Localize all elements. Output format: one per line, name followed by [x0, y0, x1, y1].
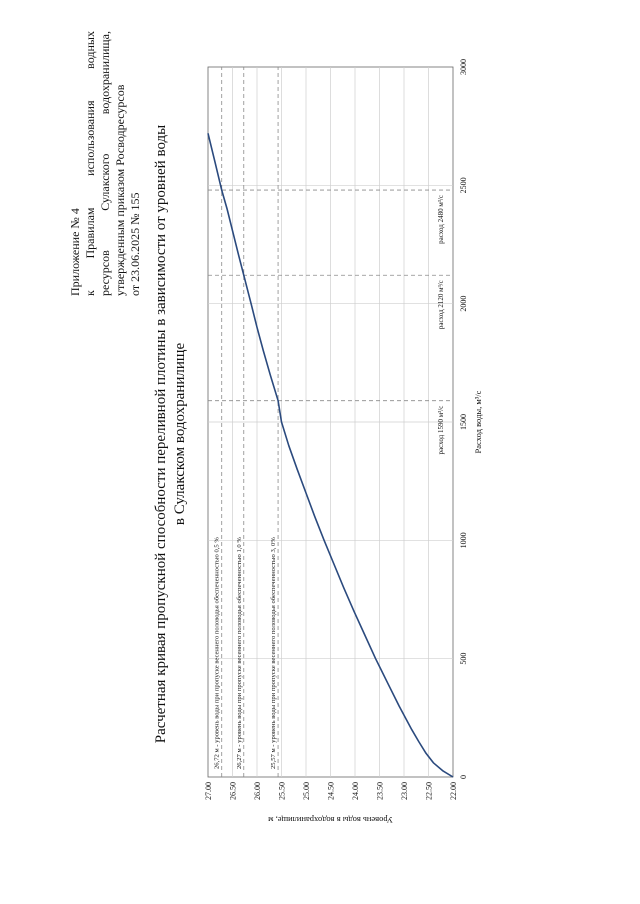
reference-level-label: 26,27 м - уровень воды при пропуске весеннего половодья обеспеченностью 1,0 %	[235, 537, 243, 769]
y-tick-label: 26.00	[253, 782, 262, 800]
reference-flow-label: расход 2480 м³/с	[437, 195, 445, 244]
y-tick-label: 25.50	[277, 782, 287, 800]
x-tick-label: 2000	[459, 295, 468, 312]
reference-level-label: 26,72 м - уровень воды при пропуске весеннего половодья обеспеченностью 0,5 %	[213, 537, 221, 769]
y-tick-label: 23.50	[375, 782, 385, 800]
x-tick-label: 3000	[459, 59, 468, 75]
approval-line: от 23.06.2025 № 155	[128, 192, 142, 296]
approval-line: ресурсов Сулакского водохранилища,	[98, 31, 112, 296]
y-tick-label: 23.00	[400, 782, 409, 800]
x-tick-label: 1500	[459, 414, 468, 430]
y-tick-label: 24.50	[326, 782, 336, 800]
y-tick-label: 27.00	[204, 782, 213, 800]
approval-line: к Правилам использования водных	[83, 31, 97, 296]
y-tick-label: 24.00	[351, 782, 360, 800]
reference-flow-label: расход 2120 м³/с	[437, 280, 445, 330]
approval-line: Приложение № 4	[68, 208, 82, 296]
approval-line: утвержденным приказом Росводресурсов	[113, 84, 127, 296]
y-tick-label: 22.50	[424, 782, 434, 800]
y-tick-label: 25.00	[302, 782, 311, 800]
chart-title-line: Расчетная кривая пропускной способности переливной плотины в зависимости от уровней воды	[153, 124, 169, 744]
x-tick-label: 0	[459, 775, 468, 779]
y-tick-label: 22.00	[449, 782, 458, 800]
x-tick-label: 500	[459, 652, 468, 665]
x-tick-label: 2500	[459, 177, 468, 194]
y-tick-label: 26.50	[228, 782, 238, 800]
y-axis-label: Уровень воды в водохранилище, м	[268, 815, 393, 825]
reference-flow-label: расход 1590 м³/с	[437, 405, 445, 455]
x-tick-label: 1000	[459, 532, 468, 549]
chart-title-line: в Сулакском водохранилище	[172, 342, 188, 526]
reference-level-label: 25,57 м - уровень воды при пропуске весеннего половодья обеспеченностью 3, 0%	[270, 537, 278, 769]
x-axis-label: Расход воды, м³/с	[473, 390, 483, 454]
